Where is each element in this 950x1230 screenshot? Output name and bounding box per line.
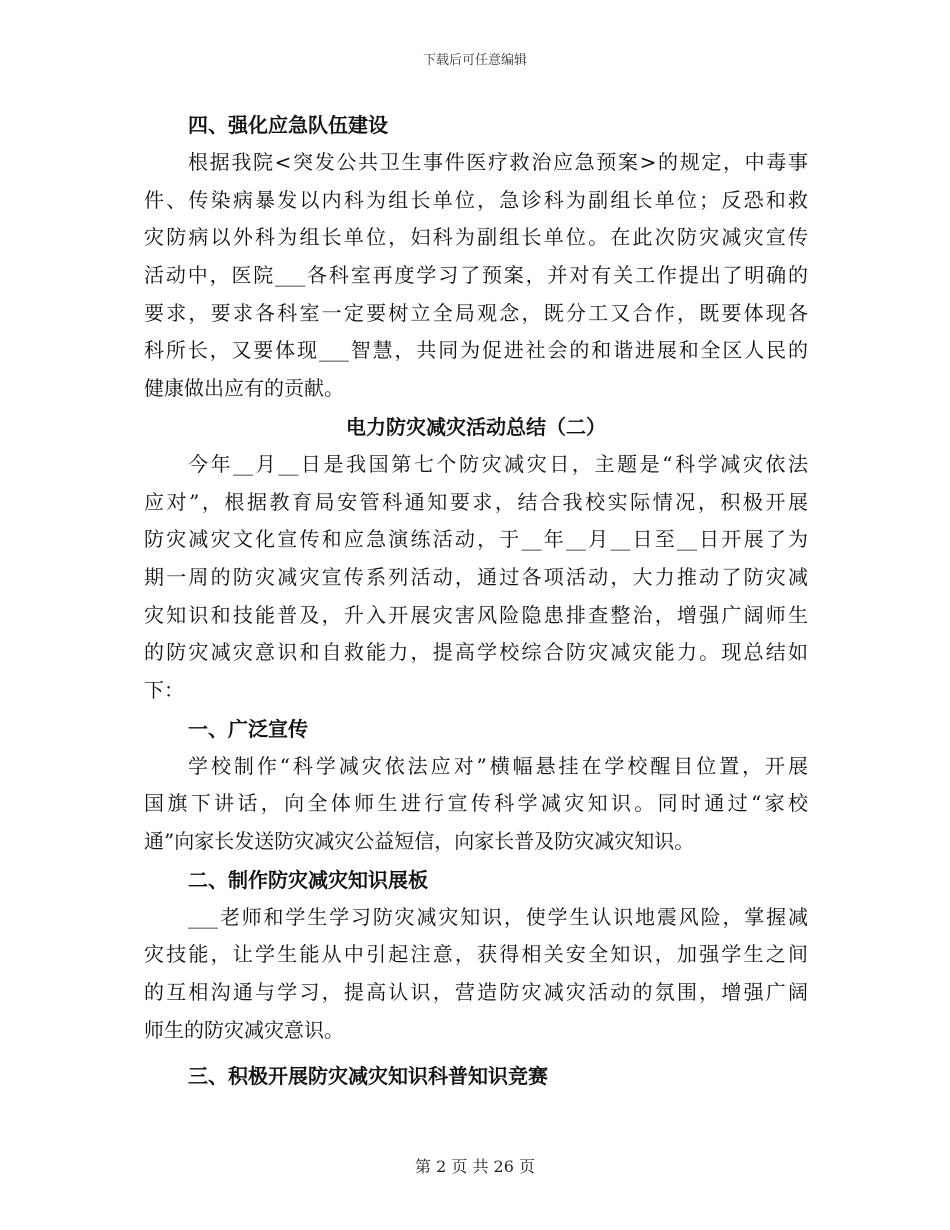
text-line: 国旗下讲话，向全体师生进行宣传科学减灾知识。同时通过“家校 xyxy=(144,791,808,816)
section-heading-publicity: 一、广泛宣传 xyxy=(188,716,308,741)
text-line: 活动中，医院___各科室再度学习了预案，并对有关工作提出了明确的 xyxy=(144,263,808,288)
text-line: 的防灾减灾意识和自救能力，提高学校综合防灾减灾能力。现总结如 xyxy=(144,640,808,665)
text-line: ___老师和学生学习防灾减灾知识，使学生认识地震风险，掌握减 xyxy=(188,904,808,929)
text-line: 下： xyxy=(144,677,184,702)
text-line: 今年__月__日是我国第七个防灾减灾日，主题是“科学减灾依法 xyxy=(188,451,808,476)
paragraph-intro xyxy=(144,446,808,710)
text-line: 要求，要求各科室一定要树立全局观念，既分工又合作，既要体现各 xyxy=(144,300,808,325)
document-body xyxy=(144,106,808,1095)
text-line: 师生的防灾减灾意识。 xyxy=(144,1017,344,1042)
section-heading-knowledge-contest: 三、积极开展防灾减灾知识科普知识竞赛 xyxy=(188,1064,548,1089)
text-line: 通”向家长发送防灾减灾公益短信，向家长普及防灾减灾知识。 xyxy=(144,829,695,853)
document-title: 电力防灾减灾活动总结（二） xyxy=(346,414,606,439)
paragraph-emergency-team xyxy=(144,144,808,408)
page-number-footer: 第 2 页 共 26 页 xyxy=(415,1157,535,1176)
text-line: 期一周的防灾减灾宣传系列活动，通过各项活动，大力推动了防灾减 xyxy=(144,564,808,589)
text-line: 灾知识和技能普及，升入开展灾害风险隐患排查整治，增强广阔师生 xyxy=(144,602,808,627)
text-line: 防灾减灾文化宣传和应急演练活动，于__年__月__日至__日开展了为 xyxy=(144,527,808,552)
paragraph-display-boards xyxy=(144,899,808,1050)
text-line: 学校制作“科学减灾依法应对”横幅悬挂在学校醒目位置，开展 xyxy=(188,753,808,778)
paragraph-publicity xyxy=(144,748,808,861)
text-line: 灾技能，让学生能从中引起注意，获得相关安全知识，加强学生之间 xyxy=(144,942,808,967)
text-line: 应对”，根据教育局安管科通知要求，结合我校实际情况，积极开展 xyxy=(144,489,808,514)
text-line: 的互相沟通与学习，提高认识，营造防灾减灾活动的氛围，增强广阔 xyxy=(144,980,808,1005)
page-header: 下载后可任意编辑 xyxy=(422,53,527,68)
text-line: 件、传染病暴发以内科为组长单位，急诊科为副组长单位；反恐和救 xyxy=(144,187,808,212)
section-heading-emergency-team: 四、强化应急队伍建设 xyxy=(188,113,388,137)
section-heading-display-boards: 二、制作防灾减灾知识展板 xyxy=(188,867,428,892)
text-line: 灾防病以外科为组长单位，妇科为副组长单位。在此次防灾减灾宣传 xyxy=(144,225,808,250)
text-line: 健康做出应有的贡献。 xyxy=(144,376,344,401)
text-line: 科所长，又要体现___智慧，共同为促进社会的和谐进展和全区人民的 xyxy=(144,338,808,363)
text-line: 根据我院<突发公共卫生事件医疗救治应急预案>的规定，中毒事 xyxy=(188,150,808,174)
